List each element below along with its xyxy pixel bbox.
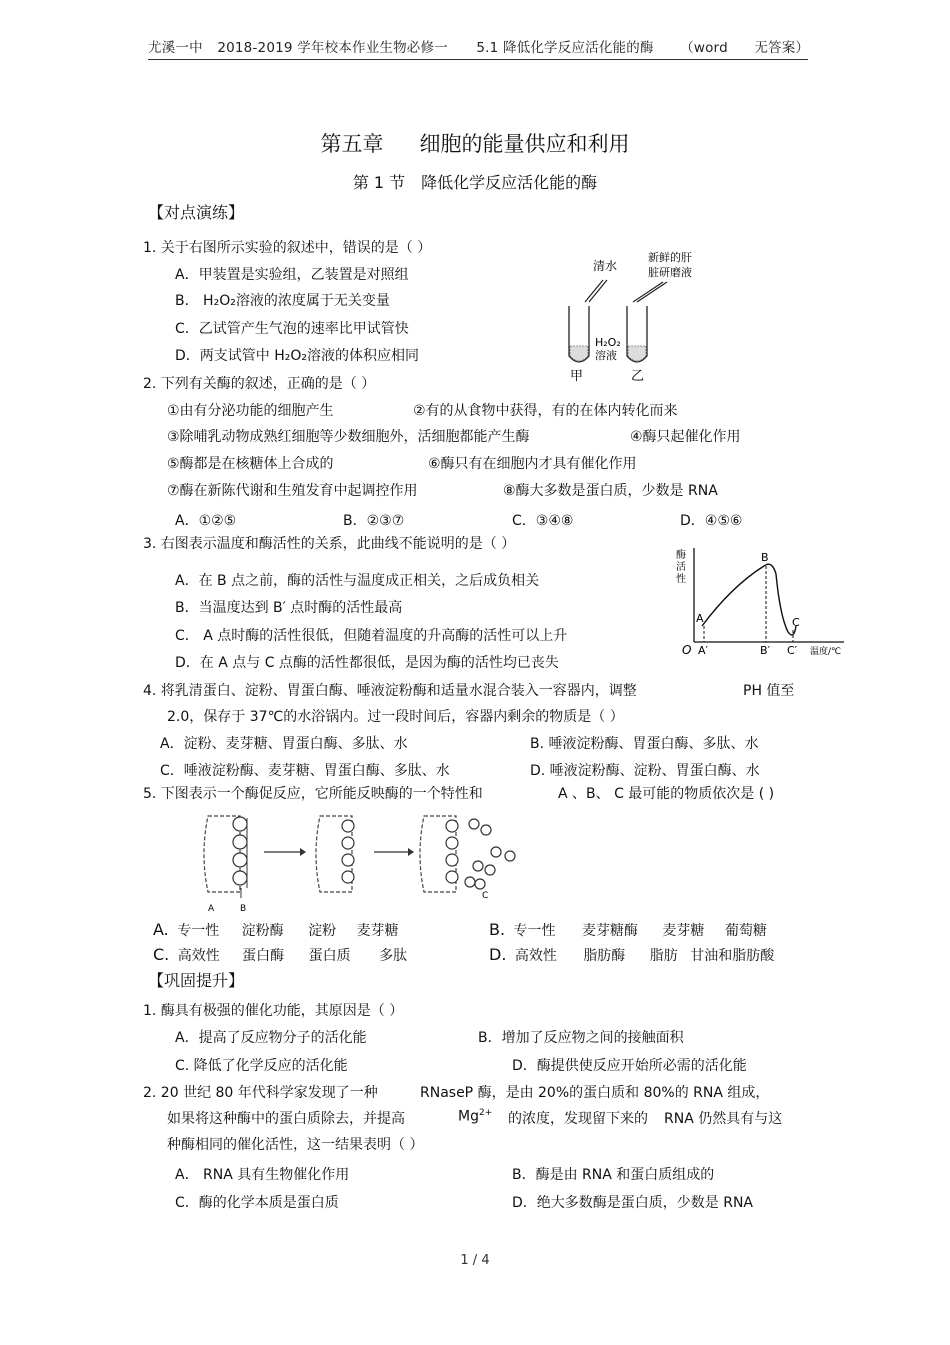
- part2-title: 【巩固提升】: [148, 971, 245, 990]
- graph-point-a: A: [696, 612, 704, 625]
- chapter-name: 细胞的能量供应和利用: [419, 132, 630, 156]
- p1-q5-stem: 5. 下图表示一个酶促反应，它所能反映酶的一个特性和: [143, 786, 483, 802]
- graph-point-c: C: [792, 616, 800, 629]
- p2-q2-mg-symbol: Mg: [458, 1108, 479, 1125]
- p1-q5-a-3: 淀粉: [308, 923, 337, 939]
- p2-q1-option-a: A．提高了反应物分子的活化能: [175, 1030, 367, 1046]
- fig-label-c: C: [482, 891, 489, 901]
- section-title: [0, 170, 950, 193]
- graph-tick-a: A′: [698, 644, 709, 657]
- header-school: 尤溪一中: [148, 40, 203, 56]
- p1-q4-option-a: A．淀粉、麦芽糖、胃蛋白酶、多肽、水: [160, 736, 408, 752]
- p2-q2-line1: 2. 20 世纪 80 年代科学家发现了一种: [143, 1085, 378, 1101]
- fig-jia-label: 甲: [570, 369, 584, 384]
- p2-q2-option-d: D．绝大多数酶是蛋白质，少数是 RNA: [512, 1195, 754, 1211]
- p1-q2-statement-1: ①由有分泌功能的细胞产生: [167, 403, 334, 419]
- p1-q5-a-1: 专一性: [177, 923, 220, 939]
- p1-q5-b-4: 葡萄糖: [724, 923, 767, 939]
- p1-q1-stem: 1. 关于右图所示实验的叙述中，错误的是（ ）: [143, 240, 432, 256]
- p1-q4-option-c: C．唾液淀粉酶、麦芽糖、胃蛋白酶、多肽、水: [160, 763, 450, 779]
- p1-q2-statement-3: ③除哺乳动物成熟红细胞等少数细胞外，活细胞都能产生酶: [167, 429, 530, 445]
- p2-q2-option-b: B．酶是由 RNA 和蛋白质组成的: [512, 1167, 715, 1183]
- p1-q5-b-2: 麦芽糖酶: [581, 923, 638, 939]
- p1-q3-option-b: B．当温度达到 B′ 点时酶的活性最高: [175, 600, 403, 616]
- p2-q2-option-c: C．酶的化学本质是蛋白质: [175, 1195, 339, 1211]
- graph-ylabel-2: 活: [676, 562, 686, 573]
- p1-q5-a-letter: A.: [153, 920, 169, 939]
- p1-q4-line1: 4. 将乳清蛋白、淀粉、胃蛋白酶、唾液淀粉酶和适量水混合装入一容器内，调整: [143, 683, 637, 699]
- p1-q5-option-d: [489, 945, 774, 965]
- p1-q4-line1-ph: PH 值至: [743, 683, 795, 699]
- p1-q5-d-letter: D.: [489, 945, 507, 964]
- p1-q5-option-a: [153, 920, 399, 940]
- solution-yi: [628, 346, 646, 361]
- p1-q5-c-4: 多肽: [379, 948, 408, 964]
- product-c-molecules: [465, 819, 515, 889]
- fig-water-label: 清水: [593, 259, 618, 273]
- header-title: 2018-2019 学年校本作业生物必修一: [217, 40, 448, 56]
- p1-q5-stem-tail: A 、B、 C 最可能的物质依次是 ( ): [558, 786, 775, 802]
- dropper-left-edge: [589, 280, 607, 302]
- p2-q1-stem: 1. 酶具有极强的催化功能，其原因是（ ）: [143, 1003, 404, 1019]
- section-name: 降低化学反应活化能的酶: [421, 173, 598, 192]
- p1-q5-d-1: 高效性: [514, 948, 557, 964]
- activity-curve: [702, 564, 796, 635]
- p1-q2-statement-2: ②有的从食物中获得，有的在体内转化而来: [413, 403, 678, 419]
- p1-q2-stem: 2. 下列有关酶的叙述，正确的是（ ）: [143, 376, 376, 392]
- page-header: [148, 36, 808, 60]
- p1-q4-option-d: D. 唾液淀粉酶、淀粉、胃蛋白酶、水: [530, 763, 760, 779]
- section-number: 第 1 节: [352, 173, 406, 192]
- dropper-right-edge: [637, 282, 667, 302]
- p1-q2-statement-7: ⑦酶在新陈代谢和生殖发育中起调控作用: [167, 483, 418, 499]
- p1-q4-line2: 2.0，保存于 37℃的水浴锅内。过一段时间后，容器内剩余的物质是（ ）: [167, 709, 624, 725]
- graph-point-b: B: [761, 551, 769, 564]
- p1-q5-b-3: 麦芽糖: [662, 923, 705, 939]
- p1-q4-option-b: B. 唾液淀粉酶、胃蛋白酶、多肽、水: [530, 736, 759, 752]
- header-chapter-ref: 5.1 降低化学反应活化能的酶: [476, 40, 654, 56]
- test-tube-figure: [555, 248, 695, 384]
- p1-q3-stem: 3. 右图表示温度和酶活性的关系，此曲线不能说明的是（ ）: [143, 536, 516, 552]
- p1-q2-statement-6: ⑥酶只有在细胞内才具有催化作用: [428, 456, 637, 472]
- fig-yi-label: 乙: [631, 369, 645, 384]
- p1-q3-option-d: D．在 A 点与 C 点酶的活性都很低，是因为酶的活性均已丧失: [175, 655, 559, 671]
- solution-jia: [570, 346, 588, 361]
- p1-q5-c-3: 蛋白质: [308, 948, 351, 964]
- reaction-arrowhead-2: [408, 848, 414, 856]
- dropper-left: [585, 280, 603, 302]
- p1-q5-c-letter: C.: [153, 945, 170, 964]
- chapter-number: 第五章: [320, 132, 384, 156]
- graph-tick-c: C′: [787, 644, 798, 657]
- p1-q5-c-1: 高效性: [177, 948, 220, 964]
- p1-q2-option-a: A．①②⑤: [175, 513, 237, 529]
- p2-q2-line2-tail: RNA 仍然具有与这: [664, 1111, 783, 1127]
- p1-q1-option-c: C．乙试管产生气泡的速率比甲试管快: [175, 321, 409, 337]
- p1-q2-option-c: C．③④⑧: [512, 513, 574, 529]
- p1-q5-d-2: 脂肪酶: [583, 948, 626, 964]
- p2-q2-mg: [458, 1108, 492, 1125]
- p2-q2-line2-mid: 的浓度，发现留下来的: [508, 1111, 648, 1127]
- p1-q1-option-b: B． H₂O₂溶液的浓度属于无关变量: [175, 293, 390, 309]
- reaction-arrowhead-1: [300, 848, 306, 856]
- p2-q1-option-d: D．酶提供使反应开始所必需的活化能: [512, 1058, 747, 1074]
- p2-q2-option-a: A． RNA 具有生物催化作用: [175, 1167, 350, 1183]
- p1-q5-option-c: [153, 945, 407, 965]
- p1-q5-c-2: 蛋白酶: [242, 948, 285, 964]
- p1-q5-a-2: 淀粉酶: [241, 923, 284, 939]
- fig-h2o2-label-1: H₂O₂: [595, 336, 621, 349]
- graph-ylabel-3: 性: [676, 574, 686, 585]
- dropper-right: [633, 282, 663, 302]
- p1-q3-option-c: C． A 点时酶的活性很低，但随着温度的升高酶的活性可以上升: [175, 628, 568, 644]
- p2-q2-line2: 如果将这种酶中的蛋白质除去，并提高: [167, 1111, 405, 1127]
- p2-q1-option-c: C. 降低了化学反应的活化能: [175, 1058, 348, 1074]
- fig-liver-label-1: 新鲜的肝: [648, 251, 692, 264]
- graph-ylabel-1: 酶: [676, 550, 686, 561]
- p2-q2-line3: 种酶相同的催化活性，这一结果表明（ ）: [167, 1137, 424, 1153]
- fig-label-a: A: [208, 904, 215, 914]
- p1-q1-option-a: A．甲装置是实验组，乙装置是对照组: [175, 267, 409, 283]
- page-number: 1 / 4: [460, 1253, 490, 1268]
- p1-q5-b-letter: B.: [489, 920, 506, 939]
- part1-title: 【对点演练】: [148, 203, 245, 222]
- p1-q3-option-a: A．在 B 点之前，酶的活性与温度成正相关，之后成负相关: [175, 573, 540, 589]
- p2-q2-line1-tail: RNaseP 酶，是由 20%的蛋白质和 80%的 RNA 组成，: [420, 1085, 770, 1101]
- p1-q5-b-1: 专一性: [513, 923, 556, 939]
- graph-tick-b: B′: [760, 644, 771, 657]
- p1-q5-option-b: [489, 920, 767, 940]
- p2-q2-mg-charge: 2+: [478, 1108, 493, 1118]
- header-format-close: 无答案）: [754, 40, 810, 56]
- header-format-open: （word: [680, 40, 728, 56]
- p1-q2-option-b: B．②③⑦: [343, 513, 405, 529]
- p2-q1-option-b: B．增加了反应物之间的接触面积: [478, 1030, 684, 1046]
- chapter-title: [0, 128, 950, 158]
- p1-q5-d-4: 甘油和脂肪酸: [690, 948, 775, 964]
- p1-q2-option-d: D．④⑤⑥: [680, 513, 743, 529]
- graph-origin-label: O: [682, 643, 692, 657]
- graph-xlabel: 温度/℃: [810, 647, 842, 657]
- p1-q2-statement-5: ⑤酶都是在核糖体上合成的: [167, 456, 334, 472]
- fig-label-b: B: [240, 904, 247, 914]
- p1-q5-d-3: 脂肪: [649, 948, 678, 964]
- fig-h2o2-label-2: 溶液: [595, 349, 617, 362]
- p1-q2-statement-4: ④酶只起催化作用: [630, 429, 741, 445]
- p1-q1-option-d: D．两支试管中 H₂O₂溶液的体积应相同: [175, 348, 420, 364]
- enzyme-activity-graph: [672, 546, 852, 662]
- enzyme-reaction-figure: [196, 812, 526, 914]
- p1-q5-a-4: 麦芽糖: [356, 923, 399, 939]
- fig-liver-label-2: 脏研磨液: [648, 266, 692, 279]
- p1-q2-statement-8: ⑧酶大多数是蛋白质，少数是 RNA: [503, 483, 718, 499]
